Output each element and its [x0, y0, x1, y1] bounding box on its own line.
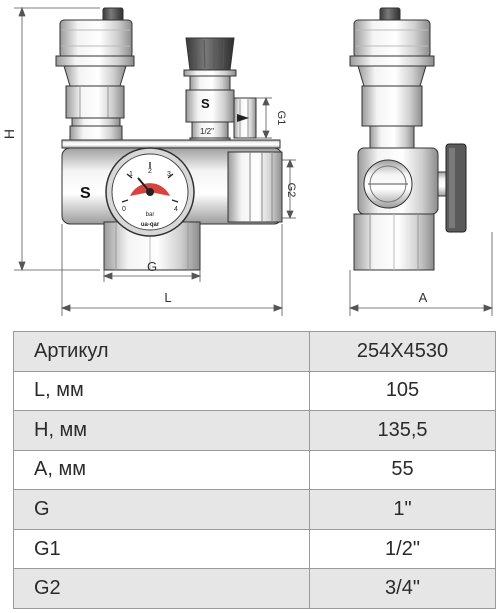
dimension-g1: [256, 98, 272, 138]
gauge-scale-4: 4: [174, 206, 178, 213]
row-value: 1": [310, 490, 496, 530]
valve-size-marking: 1/2": [200, 127, 214, 136]
row-label: L, мм: [14, 371, 310, 411]
gauge-scale-3: 3: [167, 171, 171, 178]
gauge-scale-1: 1: [129, 171, 133, 178]
row-value: 254X4530: [310, 332, 496, 372]
dimension-h-label: H: [1, 128, 17, 140]
front-view: [1, 8, 297, 316]
dimension-g1-label: G1: [275, 110, 287, 126]
gauge-scale-2: 2: [148, 168, 152, 175]
air-vent: [56, 8, 134, 142]
body-brand-letter: S: [80, 185, 91, 202]
gauge-scale-0: 0: [122, 206, 126, 213]
row-label: H, мм: [14, 411, 310, 451]
table-row: [14, 411, 496, 451]
row-label: G1: [14, 529, 310, 569]
row-value: 1/2": [310, 529, 496, 569]
gauge-unit: bar: [145, 212, 155, 218]
table-row: [14, 332, 496, 372]
dimension-l-label: L: [164, 290, 172, 305]
row-label: G2: [14, 569, 310, 609]
row-label: G: [14, 490, 310, 530]
row-label: A, мм: [14, 450, 310, 490]
row-label: Артикул: [14, 332, 310, 372]
table-row: [14, 490, 496, 530]
gauge-brand: ua-qar: [140, 222, 160, 228]
dimension-g-label: G: [146, 259, 158, 274]
side-view: [350, 8, 466, 270]
table-row: [14, 529, 496, 569]
row-value: 105: [310, 371, 496, 411]
safety-valve: [184, 38, 256, 154]
dimension-a-label: A: [418, 290, 428, 305]
valve-brand-letter: S: [201, 96, 210, 111]
table-row: [14, 450, 496, 490]
row-value: 55: [310, 450, 496, 490]
row-value: 135,5: [310, 411, 496, 451]
table-row: [14, 371, 496, 411]
row-value: 3/4": [310, 569, 496, 609]
spec-table: [13, 331, 496, 609]
dimension-g2-label: G2: [285, 182, 297, 198]
table-row: [14, 569, 496, 609]
